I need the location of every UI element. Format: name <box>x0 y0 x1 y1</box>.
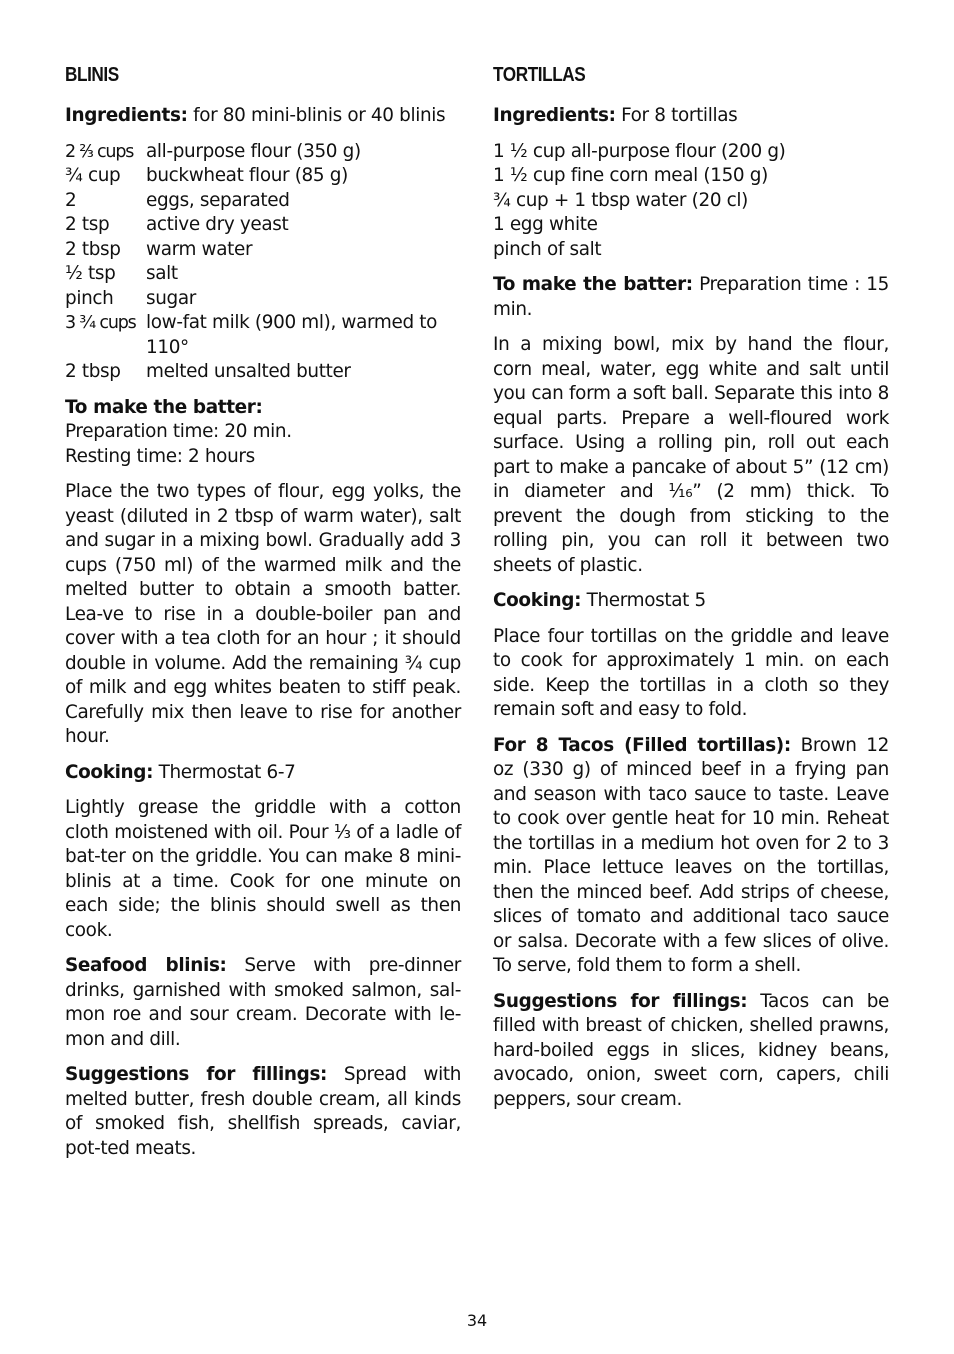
ingredient-row <box>65 238 461 263</box>
tortillas-suggestions-text: Tacos can be filled with breast of chicken, shelled prawns, hard-boiled eggs in slices, kidney beans, avocado, onion, sweet corn, capers, chili peppers, sour cream. <box>493 990 889 1110</box>
ingredient-qty: 2 <box>65 189 77 211</box>
ingredient-item: sugar <box>146 287 196 309</box>
tortillas-cooking <box>493 589 889 614</box>
ingredient-row <box>65 140 461 165</box>
ingredient-item: active dry yeast <box>146 214 289 235</box>
ingredient-row <box>65 287 461 312</box>
ingredient-qty: 2 tbsp <box>65 361 121 382</box>
blinis-seafood-text: Serve with pre-dinner drinks, garnished with smoked salmon, sal-mon roe and sour cream. Decorate with le-mon and dill. <box>65 955 462 1050</box>
tortillas-ingredients-heading <box>493 104 889 129</box>
ingredient-line: 1 ½ cup all-purpose flour (200 g) <box>493 140 786 162</box>
tortillas-batter-label: To make the batter: <box>493 274 693 295</box>
ingredient-row <box>65 164 461 189</box>
ingredient-item: buckwheat flour (85 g) <box>146 165 348 186</box>
blinis-suggestions <box>65 1063 461 1161</box>
page-number: 34 <box>466 1311 488 1330</box>
ingredient-item: eggs, separated <box>146 189 290 211</box>
tortillas-tacos <box>493 734 889 979</box>
tortillas-ingredients-label: Ingredients: <box>493 105 616 126</box>
ingredient-item: all-purpose flour (350 g) <box>146 140 361 162</box>
blinis-ingredients-for: for 80 mini-blinis or 40 blinis <box>187 105 446 126</box>
blinis-ingredient-table <box>65 140 461 385</box>
tortillas-tacos-text: Brown 12 oz (330 g) of minced beef in a frying pan and season with taco sauce to taste. Leave to cook over gentle heat for 10 min. Reheat the tortillas in a medium hot oven for 2 to 3 min. Place lettuce leaves on the tortillas, then the minced beef. Add strips of cheese, slices of tomato and additional taco sauce or salsa. Decorate with a few slices of olive. To serve, fold them to form a shell. <box>493 734 889 976</box>
ingredient-line: 1 egg white <box>493 214 598 235</box>
ingredient-line: ¾ cup + 1 tbsp water (20 cl) <box>493 189 749 211</box>
tortillas-cooking-text: Place four tortillas on the griddle and leave to cook for approximately 1 min. on each side. Keep the tortillas in a cloth so they remain soft and easy to fold. <box>493 625 889 720</box>
blinis-cooking <box>65 761 461 786</box>
tortillas-cooking-label: Cooking: <box>493 590 582 611</box>
ingredient-row <box>65 311 461 360</box>
blinis-ingredients-heading <box>65 104 461 129</box>
tortillas-ingredients-for: For 8 tortillas <box>615 105 738 126</box>
ingredient-qty: 3 ¾ cups <box>65 313 136 333</box>
tortillas-suggestions <box>493 990 889 1113</box>
tortillas-tacos-label: For 8 Tacos (Filled tortillas): <box>493 734 791 756</box>
blinis-seafood-label: Seafood blinis: <box>65 955 227 976</box>
blinis-cooking-text: Lightly grease the griddle with a cotton cloth moistened with oil. Pour ¹⁄₃ of a ladle of bat-ter on the griddle. You can make 8 mini-blinis at a time. Cook for one minute on each side; the blinis should swell as then cook. <box>65 797 461 941</box>
ingredient-qty: pinch <box>65 287 114 309</box>
ingredient-qty: ¾ cup <box>65 165 121 186</box>
blinis-cooking-value: Thermostat 6-7 <box>153 761 296 783</box>
tortillas-title: TORTILLAS <box>493 64 586 86</box>
blinis-method: Place the two types of flour, egg yolks, the yeast (diluted in 2 tbsp of warm water), salt and sugar in a mixing bowl. Gradually add 3 cups (750 ml) of the warmed milk and the melted butter to obtain a smooth batter. Lea-ve to rise in a double-boiler pan and cover with a tea cloth for an hour ; it should double in volume. Add the remaining ¾ cup of milk and egg whites beaten to stiff peak. Carefully mix then leave to rise for another hour. <box>65 481 461 747</box>
tortillas-suggestions-label: Suggestions for fillings: <box>493 990 748 1012</box>
blinis-prep-time: Preparation time: 20 min. <box>65 421 292 442</box>
blinis-rest-time: Resting time: 2 hours <box>65 445 255 467</box>
tortillas-batter-value: Preparation time : 15 min. <box>493 274 889 320</box>
ingredient-line: 1 ½ cup fine corn meal (150 g) <box>493 165 768 186</box>
ingredient-row <box>65 262 461 287</box>
blinis-column <box>65 60 461 1172</box>
ingredient-row <box>65 360 461 385</box>
ingredient-row <box>65 189 461 214</box>
blinis-cooking-label: Cooking: <box>65 761 154 783</box>
blinis-suggestions-label: Suggestions for fillings: <box>65 1064 328 1085</box>
tortillas-cooking-value: Thermostat 5 <box>581 590 706 611</box>
tortillas-column <box>493 60 889 1123</box>
blinis-suggestions-text: Spread with melted butter, fresh double cream, all kinds of smoked fish, shellfish spreads, caviar, pot-ted meats. <box>65 1064 461 1159</box>
tortillas-batter <box>493 273 889 322</box>
ingredient-row <box>65 213 461 238</box>
ingredient-item: salt <box>146 263 178 284</box>
ingredient-line: pinch of salt <box>493 238 602 260</box>
ingredient-item: melted unsalted butter <box>146 361 351 382</box>
blinis-batter-label: To make the batter: <box>65 396 263 418</box>
ingredient-item: warm water <box>146 238 253 260</box>
ingredient-qty: 2 tbsp <box>65 238 121 260</box>
ingredient-item: low-fat milk (900 ml), warmed to 110° <box>146 312 438 358</box>
ingredient-qty: 2 ²⁄₃ cups <box>65 141 134 162</box>
blinis-title: BLINIS <box>65 64 119 86</box>
blinis-ingredients-label: Ingredients: <box>65 105 188 126</box>
blinis-seafood <box>65 954 461 1052</box>
tortillas-ingredient-list <box>493 140 889 263</box>
blinis-batter-section <box>65 396 461 470</box>
tortillas-method: In a mixing bowl, mix by hand the flour, corn meal, water, egg white and salt until you can form a soft ball. Separate this into 8 equal parts. Prepare a well-floured work surface. Using a rolling pin, roll out each part to make a pancake of about 5” (12 cm) in diameter and ¹⁄₁₆” (2 mm) thick. To prevent the dough from sticking to the rolling pin, you can roll it between two sheets of plastic. <box>493 334 889 576</box>
ingredient-qty: ½ tsp <box>65 263 116 284</box>
ingredient-qty: 2 tsp <box>65 214 110 235</box>
